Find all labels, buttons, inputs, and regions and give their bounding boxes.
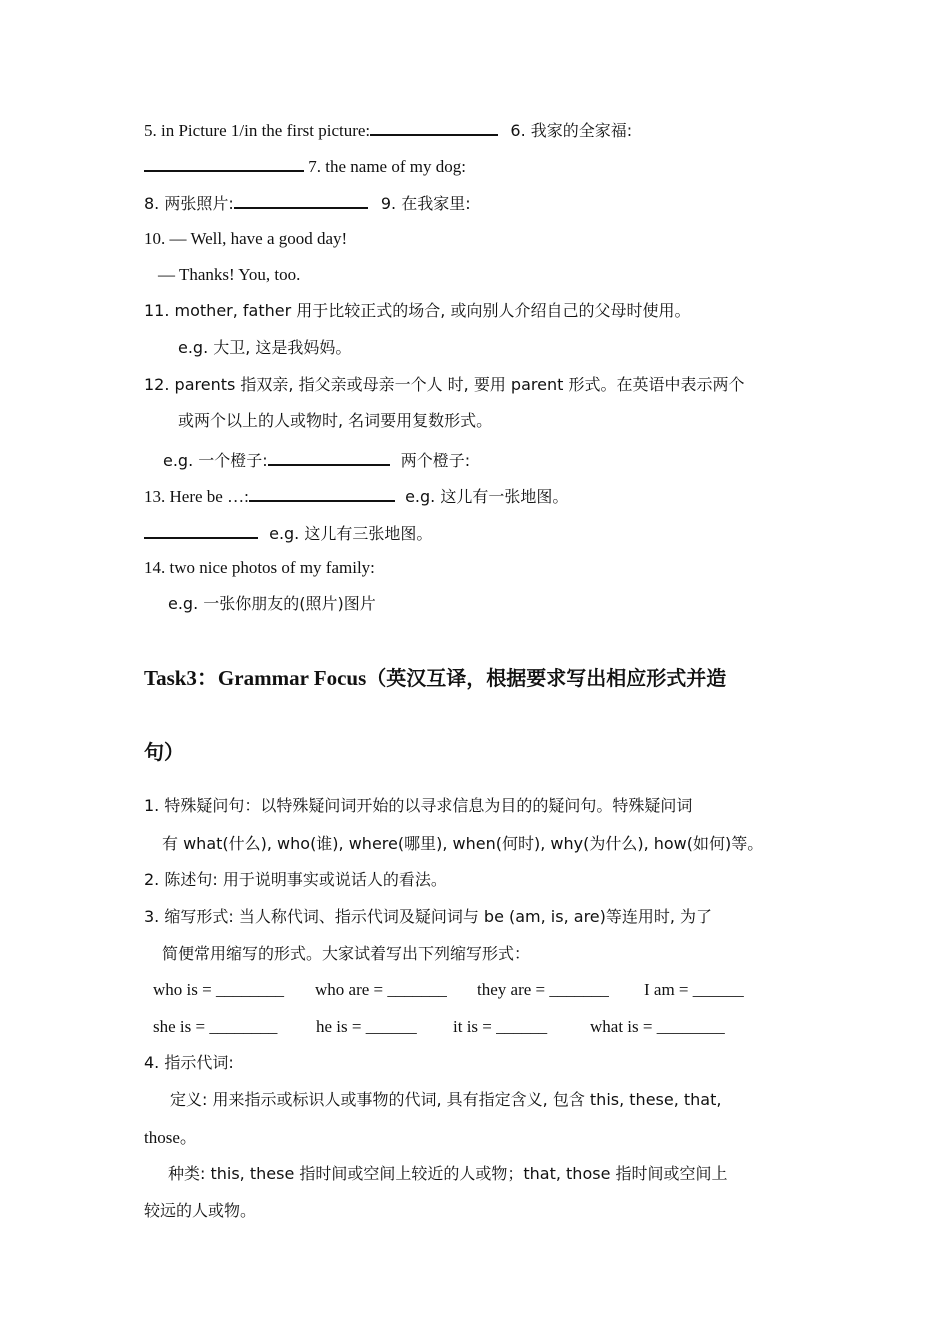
example-two-oranges: 两个橙子: <box>400 451 471 470</box>
item-6-text: 6. 我家的全家福: <box>510 121 633 140</box>
item-7-text: 7. the name of my dog: <box>308 157 466 176</box>
grammar-4-definition: 定义: 用来指示或标识人或事物的代词, 具有指定含义, 包含 this, these, that, <box>170 1090 722 1109</box>
item-13-text: 13. Here be …: <box>144 487 249 506</box>
answer-blank-13b[interactable] <box>144 521 258 539</box>
grammar-3: 3. 缩写形式: 当人称代词、指示代词及疑问词与 be (am, is, are)等连用时, 为了 <box>144 907 713 926</box>
grammar-4: 4. 指示代词: <box>144 1053 234 1072</box>
item-7 <box>144 154 466 178</box>
answer-blank-orange[interactable] <box>268 448 390 466</box>
contraction-i-am[interactable]: I am = ______ <box>644 980 744 999</box>
task3-title-cn: （英汉互译，根据要求写出相应形式并造 <box>366 666 727 690</box>
answer-blank-6[interactable] <box>144 154 304 172</box>
item-5 <box>144 118 632 142</box>
contraction-she-is[interactable]: she is = ________ <box>153 1017 278 1036</box>
item-10: 10. — Well, have a good day! <box>144 229 348 248</box>
item-14-example: e.g. 一张你朋友的(照片)图片 <box>168 594 376 613</box>
answer-blank-5[interactable] <box>370 118 498 136</box>
task3-heading-cont <box>144 738 184 766</box>
item-8-text: 8. 两张照片: <box>144 194 234 213</box>
item-12: 12. parents 指双亲, 指父亲或母亲一个人 时, 要用 parent 形式。在英语中表示两个 <box>144 375 745 394</box>
item-10-reply: — Thanks! You, too. <box>158 265 301 284</box>
answer-blank-13[interactable] <box>249 484 395 502</box>
item-12-cont: 或两个以上的人或物时, 名词要用复数形式。 <box>178 411 493 430</box>
item-13-example-1: e.g. 这儿有一张地图。 <box>405 487 569 506</box>
grammar-1-cont: 有 what(什么), who(谁), where(哪里), when(何时), why(为什么), how(如何)等。 <box>162 834 764 853</box>
item-12-example <box>163 448 470 472</box>
contraction-who-are[interactable]: who are = _______ <box>315 980 447 999</box>
item-8 <box>144 191 471 215</box>
item-13-second <box>144 521 432 545</box>
task3-title-en: Task3：Grammar Focus <box>144 666 367 690</box>
grammar-1: 1. 特殊疑问句：以特殊疑问词开始的以寻求信息为目的的疑问句。特殊疑问词 <box>144 796 693 815</box>
task3-heading <box>144 664 726 692</box>
item-5-text: 5. in Picture 1/in the first picture: <box>144 121 371 140</box>
grammar-3-cont: 简便常用缩写的形式。大家试着写出下列缩写形式： <box>162 944 531 963</box>
item-9-text: 9. 在我家里: <box>380 194 471 213</box>
example-one-orange: e.g. 一个橙子: <box>163 451 268 470</box>
item-11-example: e.g. 大卫, 这是我妈妈。 <box>178 338 352 357</box>
item-13-example-2: e.g. 这儿有三张地图。 <box>269 524 433 543</box>
grammar-4-definition-cont: those。 <box>144 1128 197 1147</box>
item-11: 11. mother, father 用于比较正式的场合, 或向别人介绍自己的父母时使用。 <box>144 301 691 320</box>
contraction-they-are[interactable]: they are = _______ <box>477 980 609 999</box>
item-13 <box>144 484 568 508</box>
grammar-4-types-cont: 较远的人或物。 <box>144 1201 257 1220</box>
contraction-it-is[interactable]: it is = ______ <box>453 1017 548 1036</box>
contraction-who-is[interactable]: who is = ________ <box>153 980 284 999</box>
task3-title-cn2: 句） <box>144 740 184 764</box>
item-14: 14. two nice photos of my family: <box>144 558 375 577</box>
grammar-2: 2. 陈述句: 用于说明事实或说话人的看法。 <box>144 870 447 889</box>
contraction-what-is[interactable]: what is = ________ <box>590 1017 725 1036</box>
answer-blank-8[interactable] <box>234 191 368 209</box>
contraction-he-is[interactable]: he is = ______ <box>316 1017 417 1036</box>
grammar-4-types: 种类: this, these 指时间或空间上较近的人或物；that, those 指时间或空间上 <box>168 1164 728 1183</box>
